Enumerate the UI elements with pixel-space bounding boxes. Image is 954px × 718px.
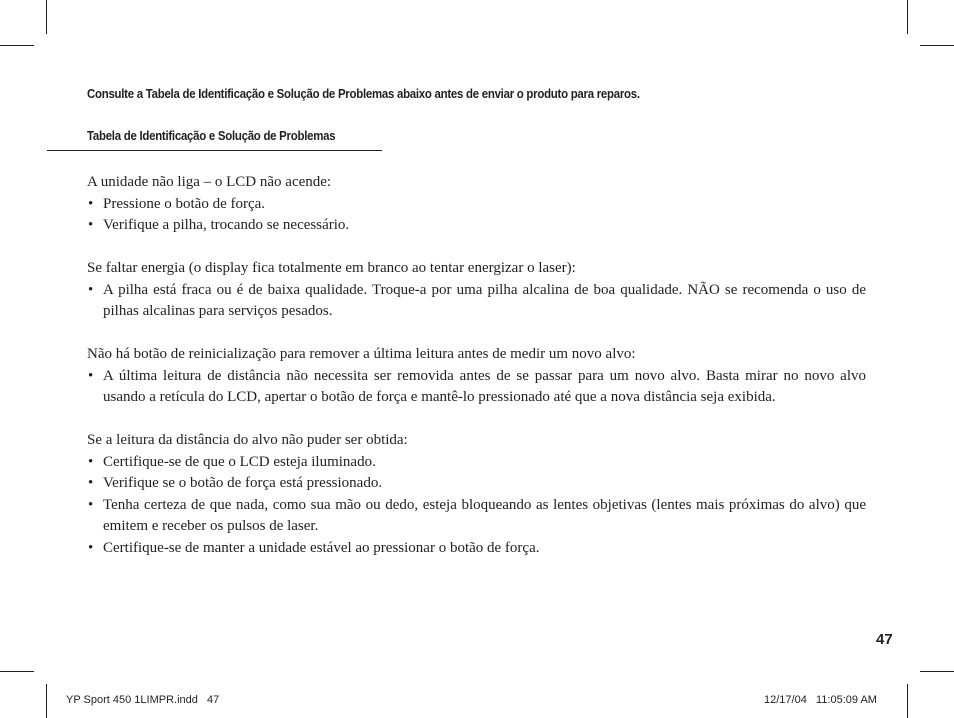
footer-timestamp: 12/17/04 11:05:09 AM	[764, 694, 877, 706]
troubleshooting-section	[87, 258, 866, 323]
list-item: • Verifique se o botão de força está pressionado.	[87, 473, 866, 495]
section-title: A unidade não liga – o LCD não acende:	[87, 174, 332, 190]
crop-mark-top-left-horizontal	[0, 45, 34, 46]
troubleshooting-section	[87, 344, 866, 409]
crop-mark-bottom-right-vertical	[907, 684, 908, 718]
list-item: • Certifique-se de manter a unidade estável ao pressionar o botão de força.	[87, 538, 866, 560]
bullet-list	[87, 366, 866, 409]
section-title: Se faltar energia (o display fica totalmente em branco ao tentar energizar o laser):	[87, 260, 576, 276]
table-title: Tabela de Identificação e Solução de Problemas	[87, 128, 336, 143]
list-item: • Pressione o botão de força.	[87, 194, 866, 216]
crop-mark-top-right-vertical	[907, 0, 908, 34]
crop-mark-bottom-left-vertical	[46, 684, 47, 718]
section-title: Se a leitura da distância do alvo não puder ser obtida:	[87, 432, 408, 448]
troubleshooting-section	[87, 430, 866, 559]
title-underline	[47, 150, 382, 151]
crop-mark-top-right-horizontal	[920, 45, 954, 46]
section-title: Não há botão de reinicialização para remover a última leitura antes de medir um novo alvo:	[87, 346, 636, 362]
list-item: • Certifique-se de que o LCD esteja iluminado.	[87, 452, 866, 474]
list-item: • Tenha certeza de que nada, como sua mão ou dedo, esteja bloqueando as lentes objetivas (lentes mais próximas do alvo) que emitem e receber os pulsos de laser.	[87, 495, 866, 538]
crop-mark-bottom-left-horizontal	[0, 671, 34, 672]
list-item: • A pilha está fraca ou é de baixa qualidade. Troque-a por uma pilha alcalina de boa qualidade. NÃO se recomenda o uso de pilhas alcalinas para serviços pesados.	[87, 280, 866, 323]
page-heading: Consulte a Tabela de Identificação e Solução de Problemas abaixo antes de enviar o produto para reparos.	[87, 86, 640, 101]
troubleshooting-content	[87, 172, 866, 581]
list-item: • A última leitura de distância não necessita ser removida antes de se passar para um novo alvo. Basta mirar no novo alvo usando a retícula do LCD, apertar o botão de força e mantê-lo pressionado até que a nova distância seja exibida.	[87, 366, 866, 409]
crop-mark-top-left-vertical	[46, 0, 47, 34]
bullet-list	[87, 452, 866, 560]
list-item: • Verifique a pilha, trocando se necessário.	[87, 215, 866, 237]
crop-mark-bottom-right-horizontal	[920, 671, 954, 672]
bullet-list	[87, 194, 866, 237]
page-number: 47	[876, 631, 893, 648]
troubleshooting-section	[87, 172, 866, 237]
bullet-list	[87, 280, 866, 323]
footer-file-info: YP Sport 450 1LIMPR.indd 47	[66, 694, 220, 706]
